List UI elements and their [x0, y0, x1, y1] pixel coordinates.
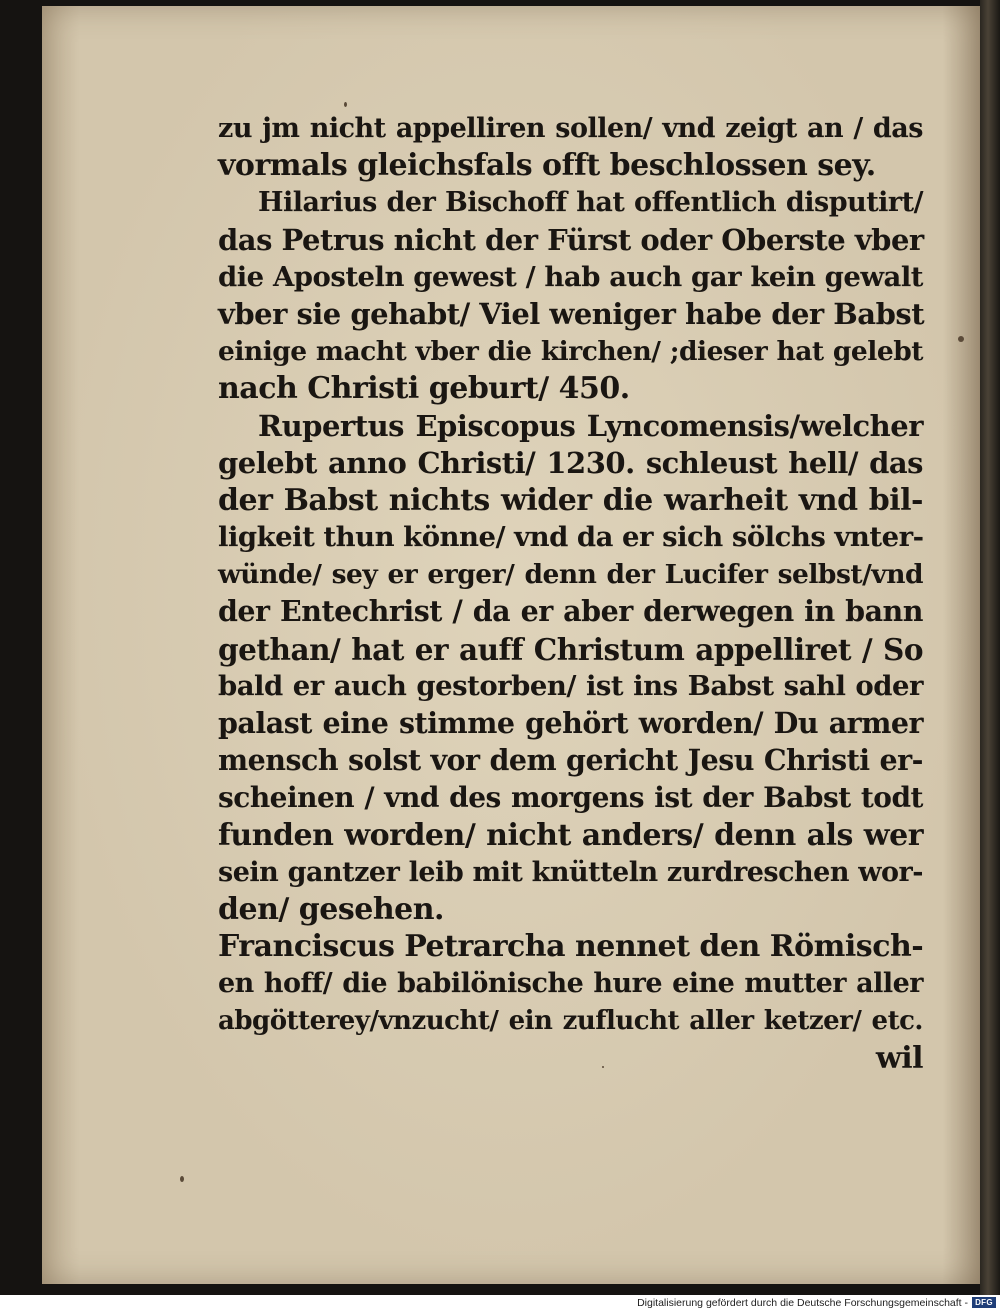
text-line-15: gethan/ hat er auff Christum appelliret / So — [218, 631, 923, 667]
text-line-1: zu jm nicht appelliren sollen/ vnd zeigt an / das — [218, 113, 923, 144]
page-edge-shadow — [980, 0, 1000, 1295]
catchword: wil — [875, 1040, 923, 1076]
text-line-5: die Aposteln gewest / hab auch gar kein gewalt — [218, 260, 923, 293]
text-line-3: Hilarius der Bischoff hat offentlich disputirt/ — [258, 187, 923, 219]
text-line-12: ligkeit thun könne/ vnd da er sich sölchs vnter- — [218, 521, 924, 554]
dfg-logo-icon: DFG — [972, 1297, 996, 1308]
text-line-10: gelebt anno Christi/ 1230. schleust hell/ das — [218, 445, 923, 480]
text-line-8: nach Christi geburt/ 450. — [218, 371, 630, 407]
text-line-6: vber sie gehabt/ Viel weniger habe der Babst — [218, 296, 925, 331]
text-line-16: bald er auch gestorben/ ist ins Babst sahl oder — [218, 669, 923, 702]
digitization-footer — [0, 1295, 1000, 1311]
text-line-20: funden worden/ nicht anders/ denn als wer — [218, 817, 923, 853]
text-line-17: palast eine stimme gehört worden/ Du armer — [218, 706, 923, 740]
text-line-23: Franciscus Petrarcha nennet den Römisch- — [218, 929, 924, 965]
text-line-2: vormals gleichsfals offt beschlossen sey. — [218, 148, 876, 184]
text-line-14: der Entechrist / da er aber derwegen in bann — [218, 594, 923, 629]
text-line-18: mensch solst vor dem gericht Jesu Christi er- — [218, 743, 923, 778]
text-line-9: Rupertus Episcopus Lyncomensis/welcher — [258, 408, 923, 443]
paper-speck — [958, 336, 964, 342]
text-line-21: sein gantzer leib mit knütteln zurdreschen wor- — [218, 856, 923, 888]
text-line-13: wünde/ sey er erger/ denn der Lucifer selbst/vnd — [218, 559, 923, 591]
funding-credit: Digitalisierung gefördert durch die Deutsche Forschungsgemeinschaft - — [637, 1297, 968, 1309]
text-line-4: das Petrus nicht der Fürst oder Oberste vber — [218, 222, 924, 257]
text-line-7: einige macht vber die kirchen/ ;dieser hat gelebt — [218, 336, 923, 368]
paper-speck — [180, 1176, 184, 1182]
text-line-24: en hoff/ die babilönische hure eine mutter aller — [218, 968, 923, 1000]
body-text — [218, 110, 923, 1077]
text-line-11: der Babst nichts wider die warheit vnd bil- — [218, 482, 923, 518]
text-line-19: scheinen / vnd des morgens ist der Babst todt — [218, 781, 923, 815]
paper-speck — [344, 102, 347, 107]
text-line-22: den/ gesehen. — [218, 891, 444, 927]
text-line-25: abgötterey/vnzucht/ ein zuflucht aller ketzer/ etc. — [218, 1005, 923, 1036]
